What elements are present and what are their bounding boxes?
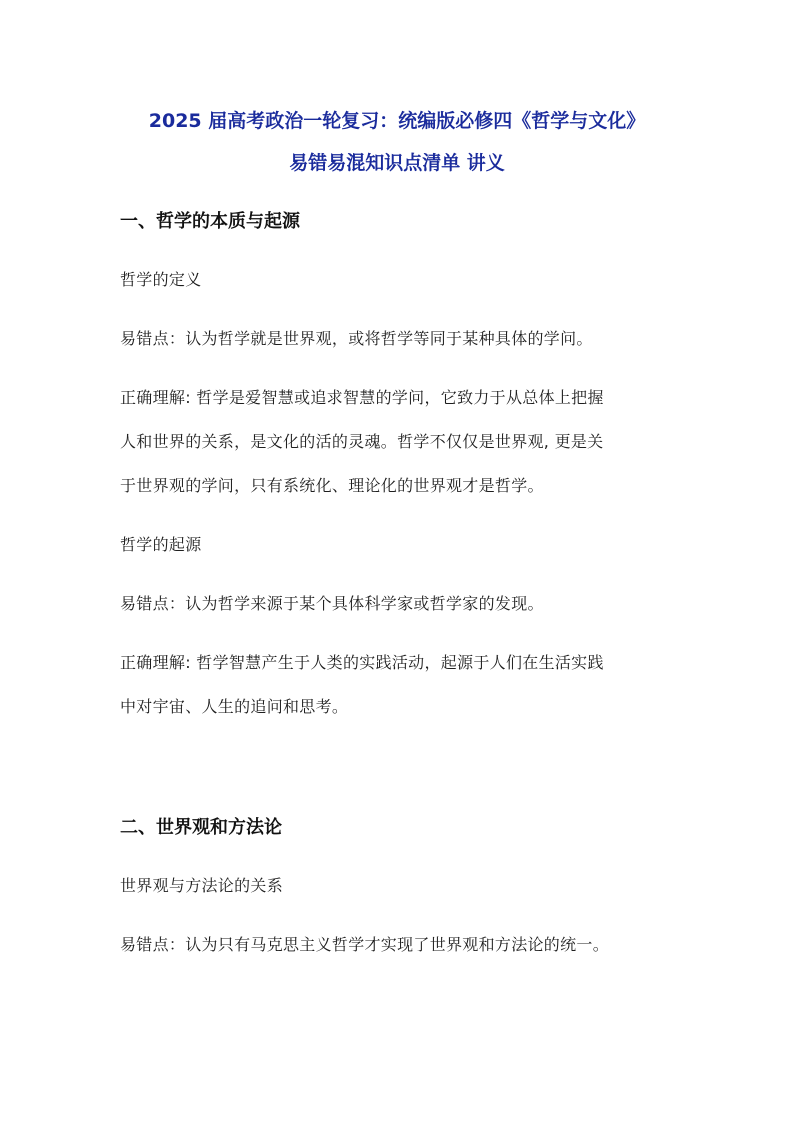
topic-worldview-methodology: 世界观与方法论的关系 [120,876,284,895]
section-heading-2: 二、世界观和方法论 [120,817,282,838]
error-point-1: 易错点：认为哲学就是世界观，或将哲学等同于某种具体的学问。 [120,329,593,348]
topic-philosophy-definition: 哲学的定义 [120,270,202,289]
correct-understanding-1-line-2: 人和世界的关系，是文化的活的灵魂。哲学不仅仅是世界观, 更是关 [120,432,604,451]
doc-title-line-2: 易错易混知识点清单 讲义 [289,152,505,174]
doc-title-line-1: 2025 届高考政治一轮复习：统编版必修四《哲学与文化》 [148,110,646,132]
section-heading-1: 一、哲学的本质与起源 [120,211,300,232]
correct-understanding-2-line-2: 中对宇宙、人生的追问和思考。 [120,697,349,716]
error-point-2: 易错点：认为哲学来源于某个具体科学家或哲学家的发现。 [120,594,544,613]
correct-understanding-2-line-1: 正确理解: 哲学智慧产生于人类的实践活动，起源于人们在生活实践 [120,653,604,672]
topic-philosophy-origin: 哲学的起源 [120,535,202,554]
error-point-3: 易错点：认为只有马克思主义哲学才实现了世界观和方法论的统一。 [120,935,610,954]
correct-understanding-1-line-3: 于世界观的学问，只有系统化、理论化的世界观才是哲学。 [120,476,544,495]
correct-understanding-1-line-1: 正确理解: 哲学是爱智慧或追求智慧的学问，它致力于从总体上把握 [120,388,604,407]
